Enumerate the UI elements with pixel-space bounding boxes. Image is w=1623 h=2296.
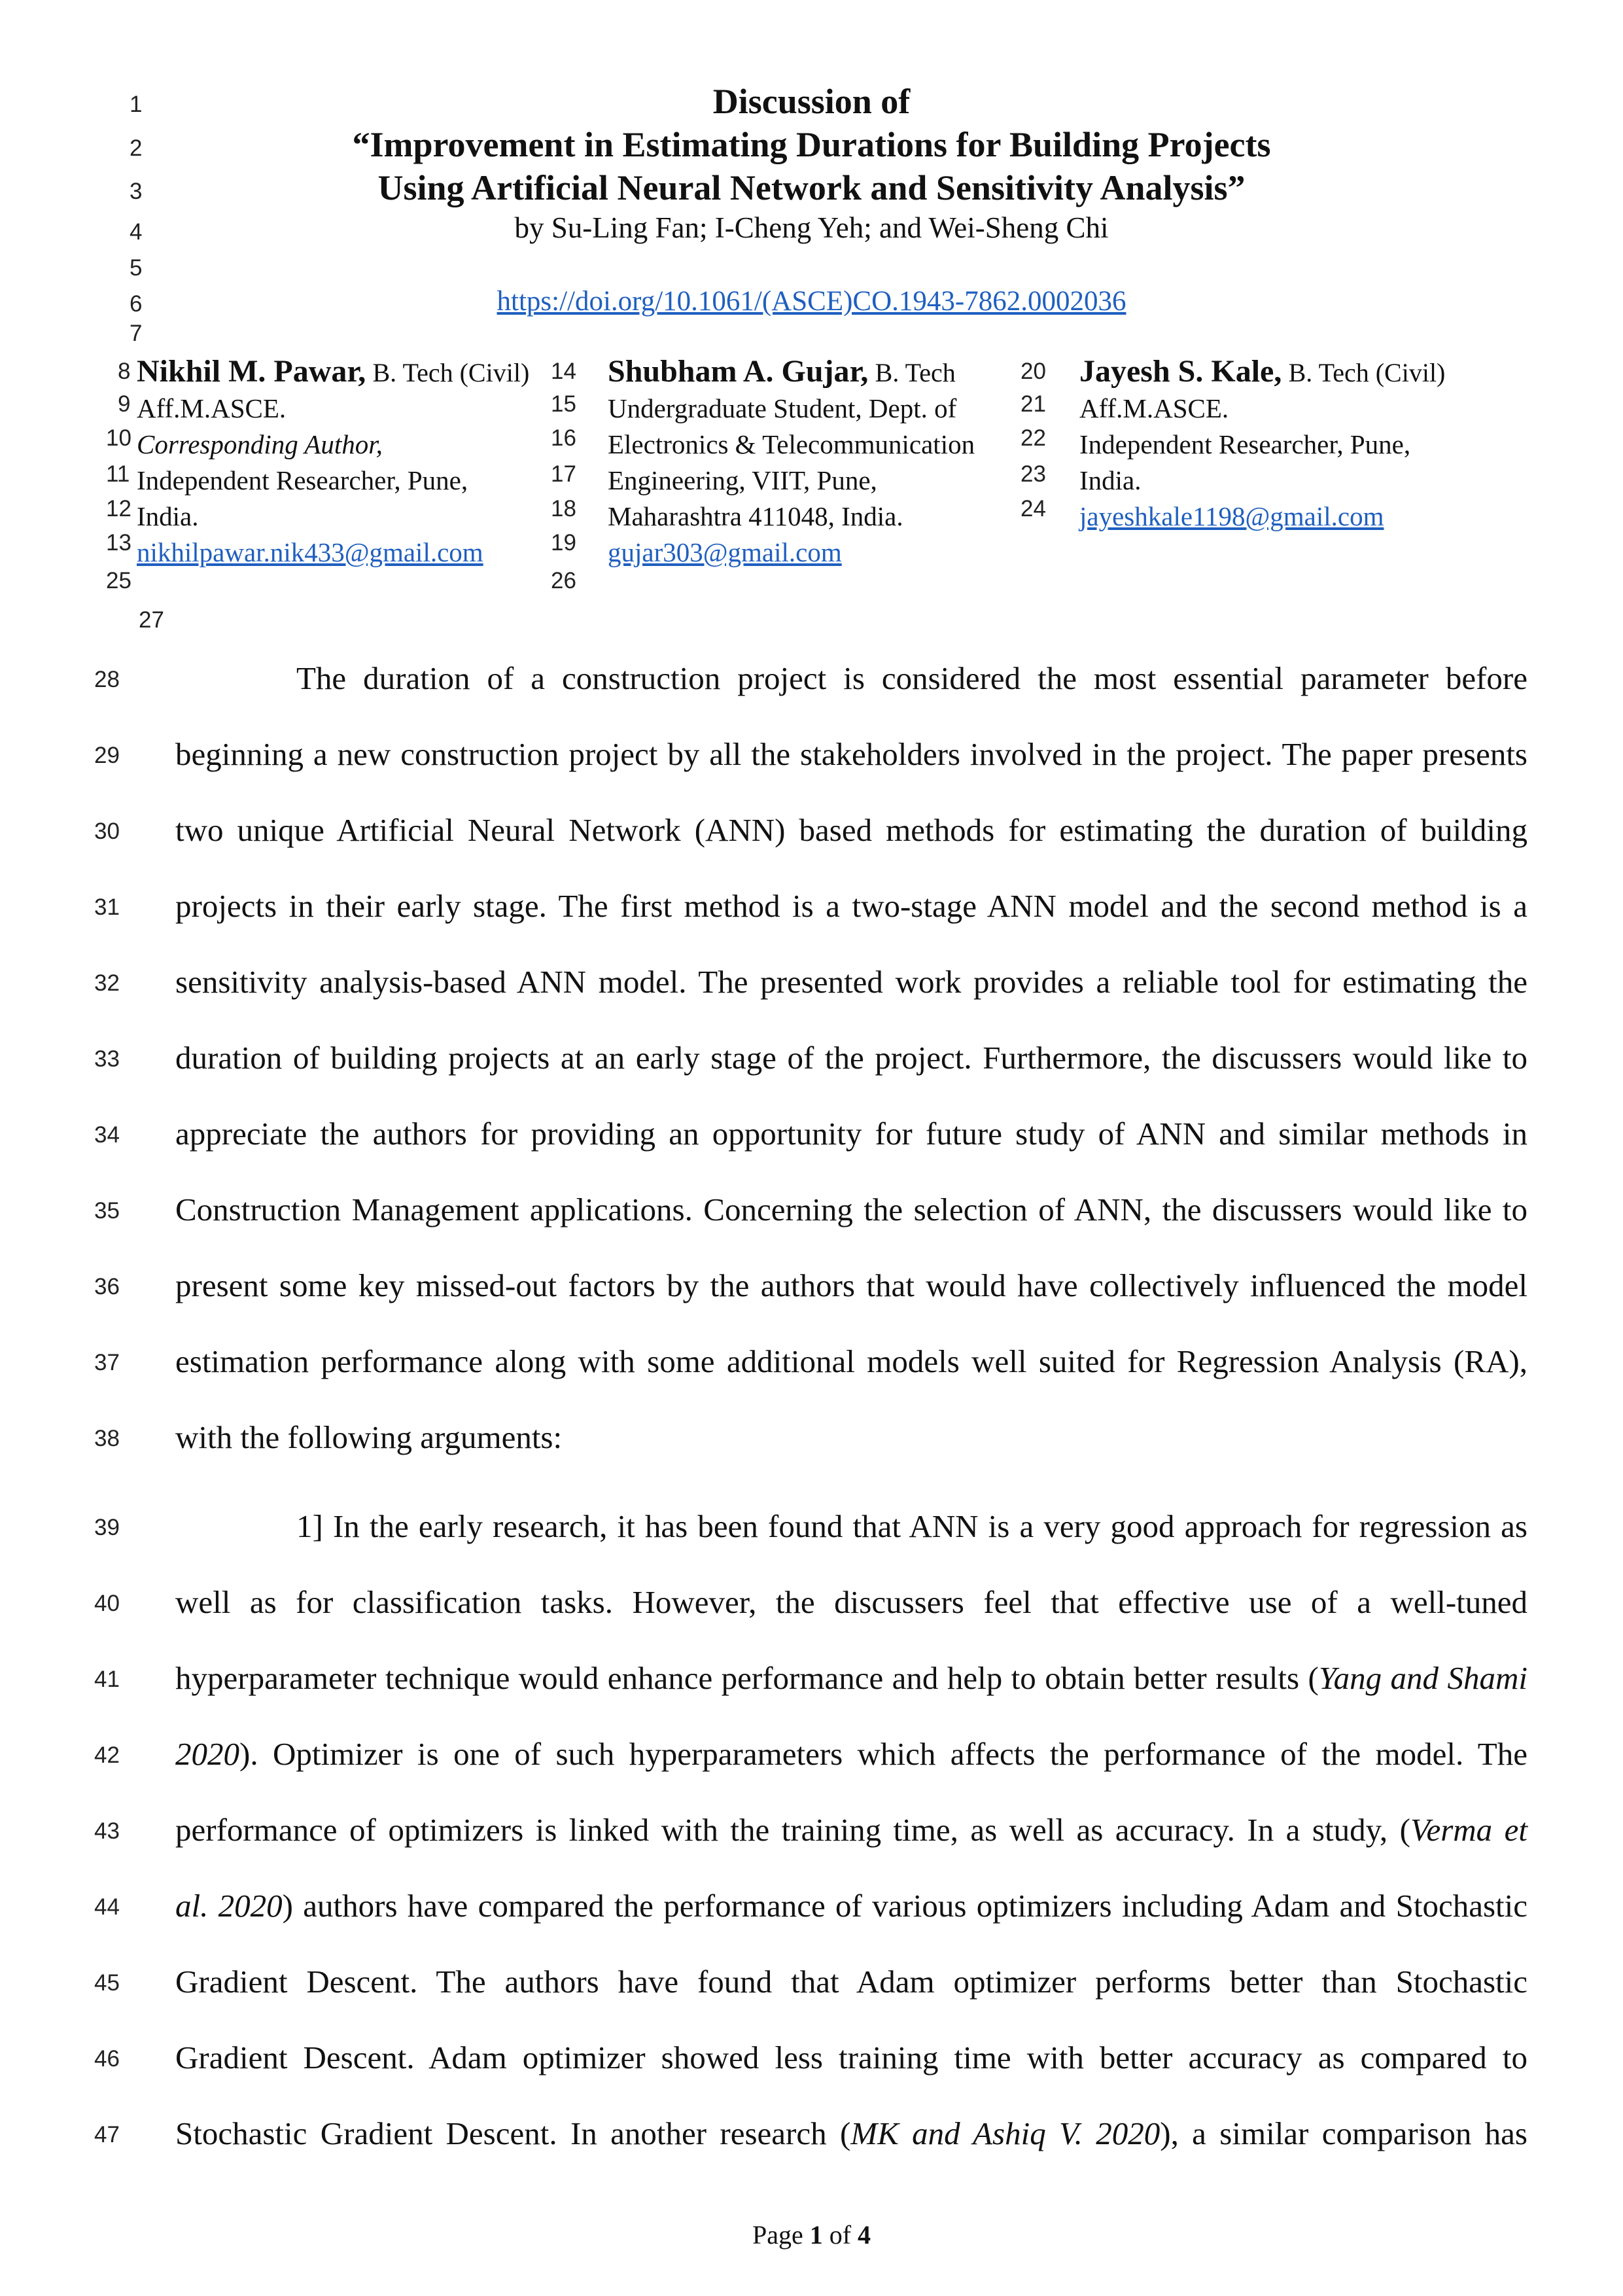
page-word: Page (752, 2220, 803, 2250)
line-number: 28 (94, 667, 120, 692)
line-number: 16 (551, 425, 576, 451)
body-line: Gradient Descent. Adam optimizer showed less training time with better accuracy as compared to (175, 2040, 1527, 2075)
author-name: Nikhil M. Pawar, (137, 354, 366, 389)
body-line: with the following arguments: (175, 1419, 563, 1455)
title-line: “Improvement in Estimating Durations for Building Projects (352, 125, 1271, 164)
line-number: 24 (1021, 496, 1046, 521)
body-text: ), a similar comparison has (1160, 2115, 1527, 2151)
author-block-2 (608, 353, 975, 571)
line-number: 11 (106, 461, 130, 487)
line-number: 2 (130, 135, 143, 161)
line-number: 5 (130, 255, 143, 281)
line-number: 25 (106, 568, 131, 593)
line-number: 23 (1021, 461, 1046, 487)
citation-text: Yang and Shami (1318, 1660, 1527, 1696)
body-line: The duration of a construction project is considered the most essential parameter before (296, 660, 1527, 696)
line-number: 38 (94, 1426, 120, 1451)
line-number: 40 (94, 1591, 120, 1616)
body-text: ). Optimizer is one of such hyperparameters which affects the performance of the model. The (239, 1736, 1527, 1772)
author-degree: B. Tech (Civil) (1288, 358, 1446, 387)
body-line: Gradient Descent. The authors have found that Adam optimizer performs better than Stochastic (175, 1964, 1527, 2000)
line-number: 44 (94, 1894, 120, 1920)
line-number: 12 (106, 496, 131, 521)
body-text: Stochastic Gradient Descent. In another research ( (175, 2115, 851, 2151)
author-affiliation: Undergraduate Student, Dept. of (608, 393, 957, 423)
line-number: 41 (94, 1667, 120, 1692)
line-number: 21 (1021, 391, 1046, 417)
title-line: Discussion of (712, 82, 911, 121)
line-number: 31 (94, 894, 120, 920)
body-line: sensitivity analysis-based ANN model. The presented work provides a reliable tool for estimating the (175, 964, 1527, 1000)
body-line: Construction Management applications. Concerning the selection of ANN, the discussers would like to (175, 1192, 1527, 1227)
line-number: 19 (551, 530, 576, 556)
line-number: 18 (551, 496, 576, 521)
title-line: Using Artificial Neural Network and Sensitivity Analysis” (377, 168, 1246, 207)
line-number: 33 (94, 1046, 120, 1072)
original-authors-byline: by Su-Ling Fan; I-Cheng Yeh; and Wei-Sheng Chi (514, 211, 1109, 244)
line-number: 47 (94, 2122, 120, 2147)
line-number: 17 (551, 461, 576, 487)
body-line (175, 1810, 1527, 1850)
body-text: performance of optimizers is linked with the training time, as well as accuracy. In a study, ( (175, 1812, 1410, 1848)
line-number: 4 (130, 219, 143, 245)
body-line: estimation performance along with some additional models well suited for Regression Analysis (RA), (175, 1343, 1527, 1379)
body-line (175, 1659, 1527, 1698)
line-number: 34 (94, 1122, 120, 1148)
author-affiliation: Aff.M.ASCE. (137, 393, 287, 423)
line-number: 14 (551, 359, 576, 384)
author-block-3 (1079, 353, 1445, 535)
line-number: 10 (106, 425, 131, 451)
line-number: 3 (130, 179, 143, 204)
of-word: of (829, 2220, 852, 2250)
body-line: appreciate the authors for providing an opportunity for future study of ANN and similar methods in (175, 1116, 1527, 1152)
author-name: Shubham A. Gujar, (608, 354, 869, 389)
author-affiliation: Independent Researcher, Pune, (1079, 429, 1411, 459)
author-name: Jayesh S. Kale, (1079, 354, 1282, 389)
body-text: ) authors have compared the performance of various optimizers including Adam and Stochastic (282, 1888, 1527, 1924)
body-line: projects in their early stage. The first method is a two-stage ANN model and the second method is a (175, 888, 1527, 924)
body-text: hyperparameter technique would enhance performance and help to obtain better results ( (175, 1660, 1319, 1696)
line-number: 29 (94, 743, 120, 768)
author-block-1 (137, 353, 529, 571)
line-number: 6 (130, 291, 143, 317)
author-email-link[interactable]: jayeshkale1198@gmail.com (1079, 501, 1384, 531)
line-number: 37 (94, 1350, 120, 1375)
doi-row (0, 285, 1623, 317)
line-number: 20 (1021, 359, 1046, 384)
body-line: well as for classification tasks. However, the discussers feel that effective use of a well-tuned (175, 1584, 1527, 1620)
line-number: 43 (94, 1818, 120, 1844)
citation-text: MK and Ashiq V. 2020 (850, 2115, 1161, 2151)
line-number: 27 (139, 607, 164, 633)
author-affiliation: Independent Researcher, Pune, (137, 465, 468, 495)
author-affiliation: Maharashtra 411048, India. (608, 501, 903, 531)
line-number: 32 (94, 970, 120, 996)
body-line: beginning a new construction project by all the stakeholders involved in the project. The paper presents (175, 736, 1527, 772)
line-number: 7 (130, 321, 143, 346)
author-affiliation: India. (137, 501, 199, 531)
line-number: 13 (106, 530, 131, 556)
body-line: present some key missed-out factors by the authors that would have collectively influenced the model (175, 1267, 1527, 1303)
line-number: 46 (94, 2046, 120, 2072)
citation-text: al. 2020 (175, 1888, 283, 1924)
line-number: 1 (130, 92, 143, 117)
line-number: 15 (551, 391, 576, 417)
line-number: 45 (94, 1970, 120, 1996)
line-number: 35 (94, 1198, 120, 1224)
author-affiliation: Aff.M.ASCE. (1079, 393, 1229, 423)
line-number: 30 (94, 819, 120, 844)
line-number: 36 (94, 1274, 120, 1299)
citation-text: Verma et (1410, 1812, 1527, 1848)
author-email-link[interactable]: nikhilpawar.nik433@gmail.com (137, 537, 483, 567)
page-footer (0, 2219, 1623, 2250)
line-number: 8 (118, 359, 131, 384)
author-degree: B. Tech (875, 358, 956, 387)
author-role: Corresponding Author, (137, 429, 383, 459)
page-total: 4 (858, 2220, 871, 2250)
citation-text: 2020 (175, 1736, 239, 1772)
line-number: 39 (94, 1515, 120, 1540)
body-line (175, 2114, 1527, 2153)
author-affiliation: India. (1079, 465, 1142, 495)
line-number: 26 (551, 568, 576, 593)
line-number: 42 (94, 1742, 120, 1768)
body-line: two unique Artificial Neural Network (ANN) based methods for estimating the duration of building (175, 812, 1527, 848)
author-degree: B. Tech (Civil) (372, 358, 530, 387)
body-line: duration of building projects at an early stage of the project. Furthermore, the discussers would like to (175, 1040, 1527, 1076)
body-line (175, 1886, 1527, 1926)
author-email-link[interactable]: gujar303@gmail.com (608, 537, 842, 567)
author-affiliation: Electronics & Telecommunication (608, 429, 975, 459)
discussion-header (0, 80, 1623, 246)
author-affiliation: Engineering, VIIT, Pune, (608, 465, 877, 495)
line-number: 22 (1021, 425, 1046, 451)
doi-link[interactable]: https://doi.org/10.1061/(ASCE)CO.1943-7862.0002036 (497, 286, 1126, 317)
page-number: 1 (809, 2220, 823, 2250)
line-number: 9 (118, 391, 131, 417)
body-line: 1] In the early research, it has been found that ANN is a very good approach for regression as (296, 1508, 1527, 1544)
body-line (175, 1735, 1527, 1774)
